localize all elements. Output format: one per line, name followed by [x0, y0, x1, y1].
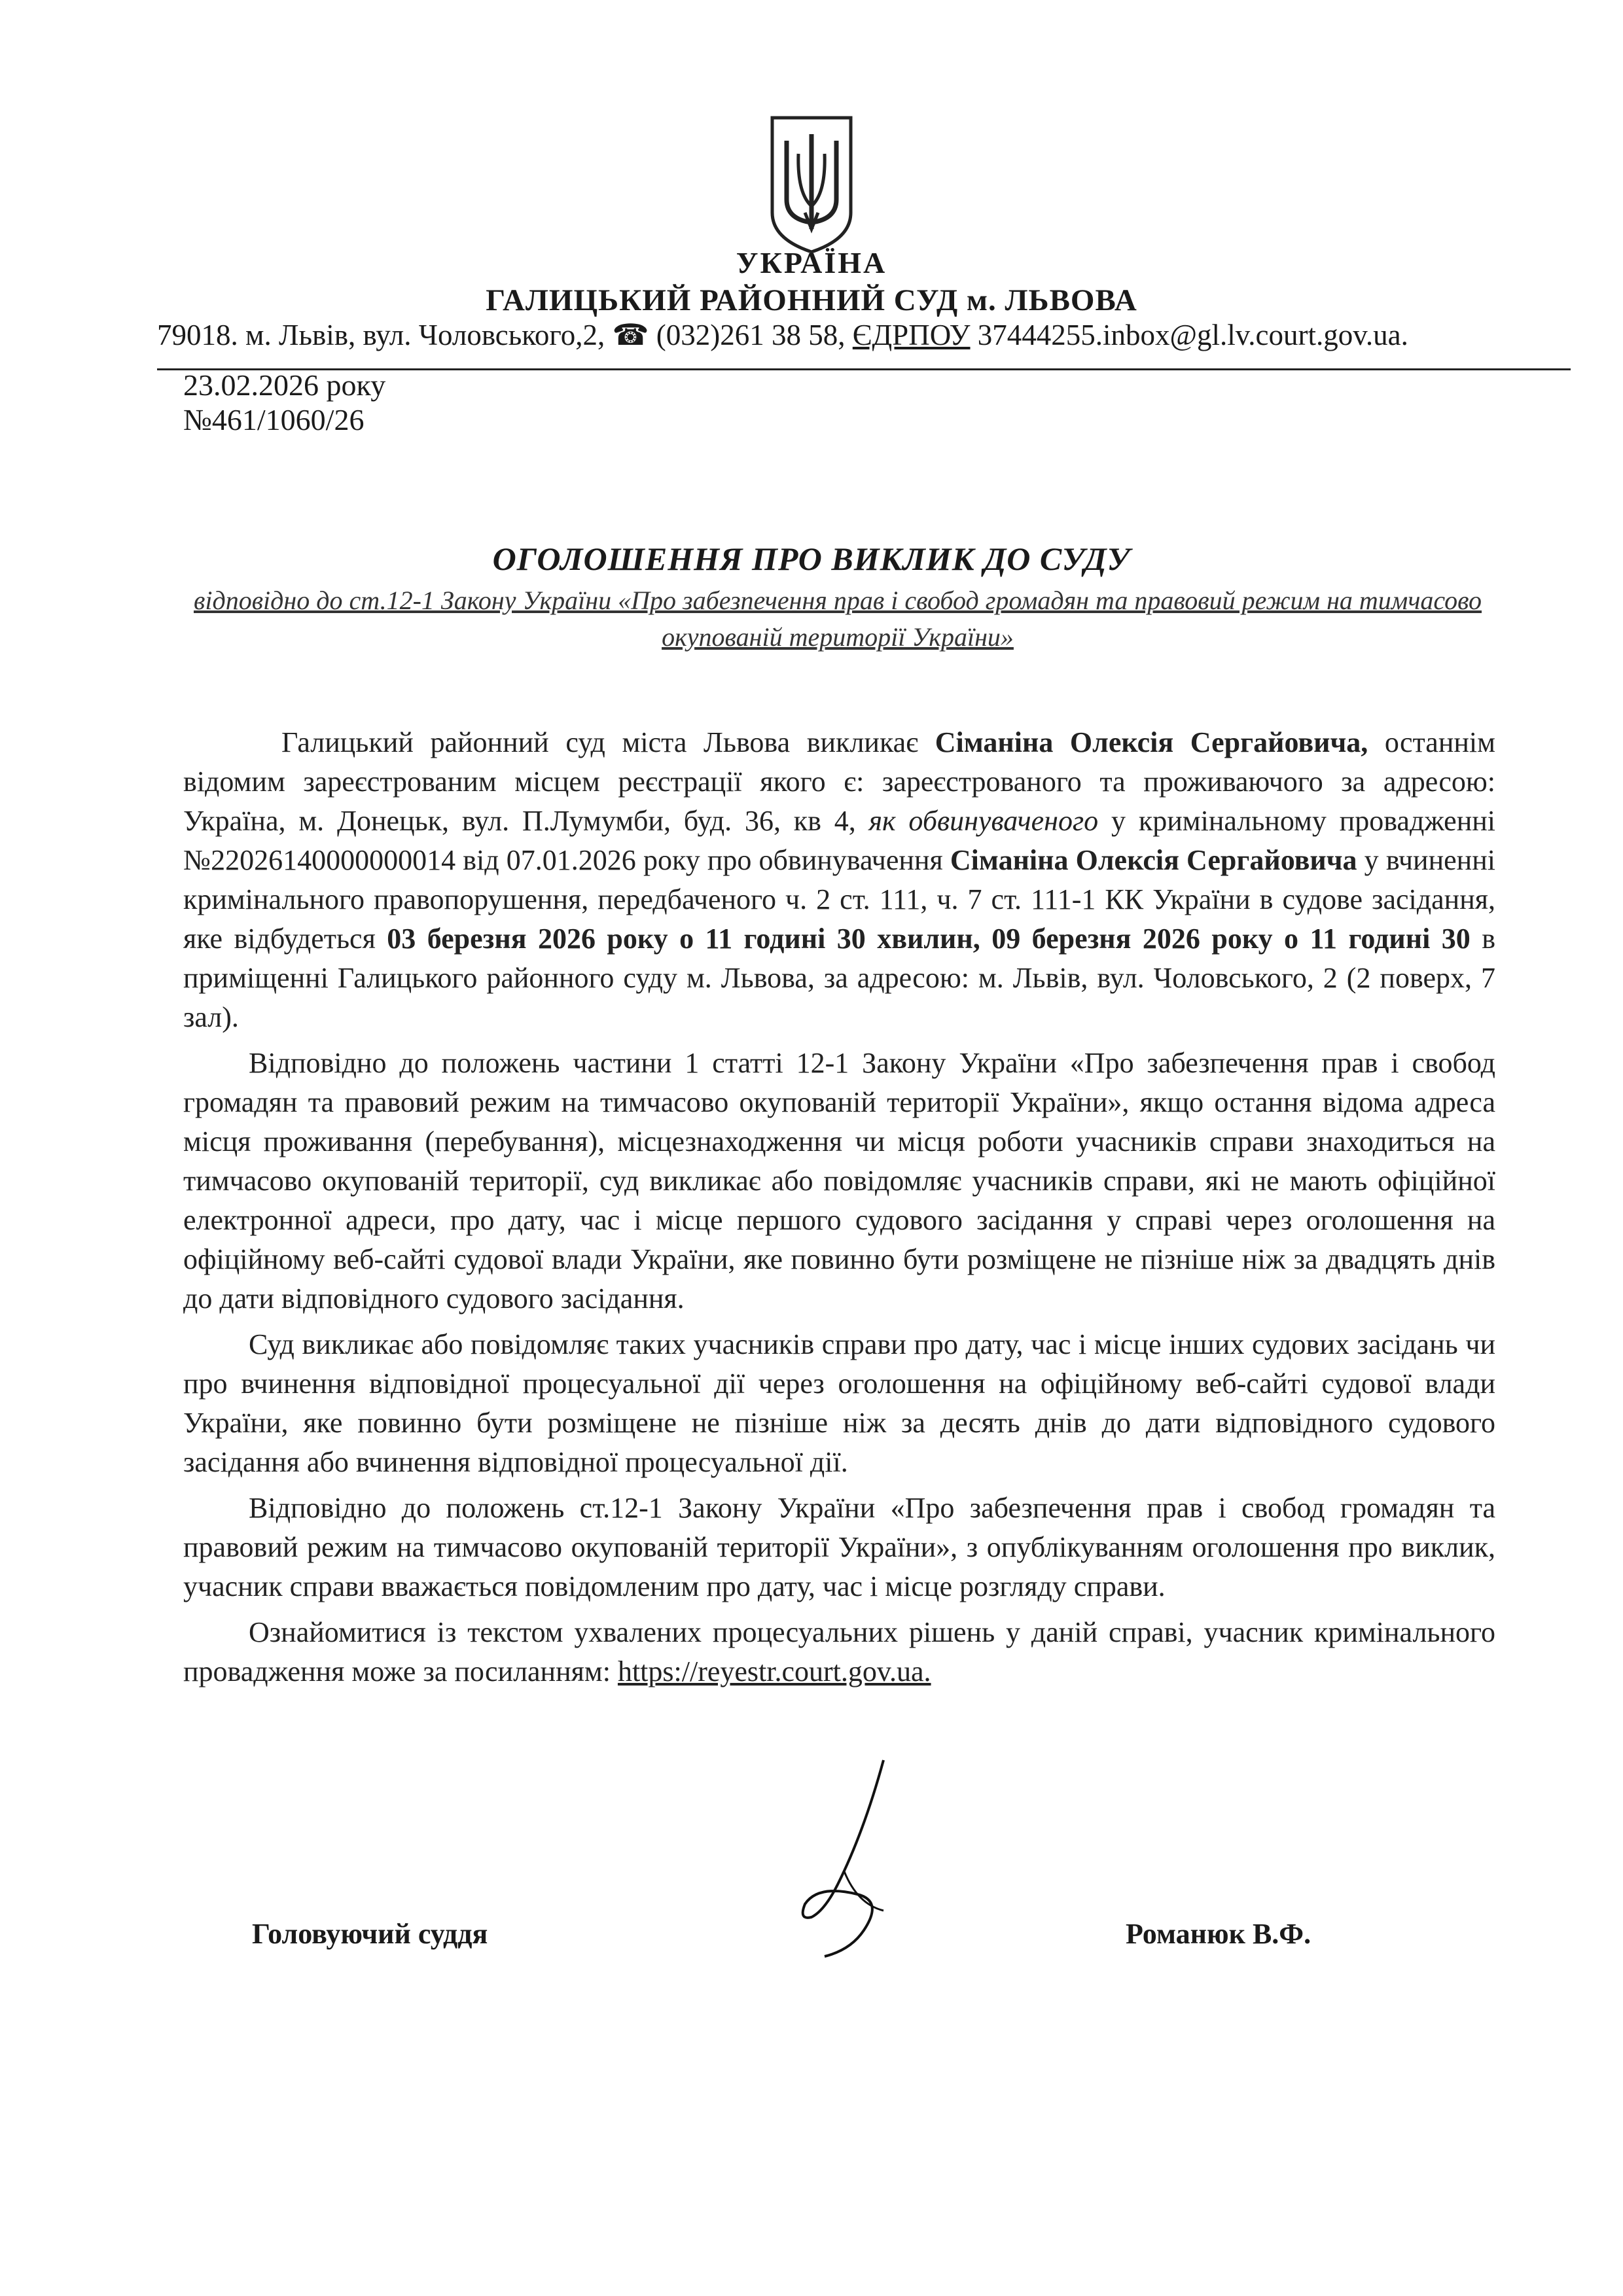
country-heading: УКРАЇНА — [736, 246, 887, 279]
paragraph-summons: Галицький районний суд міста Львова викликає Сіманіна Олексія Сергайовича, останнім відомим зареєстрованим місцем реєстрації якого є: зареєстрованого та проживаючого за адресою: Україна, м. Донецьк, вул. П.Лумумби, буд. 36, кв 4, як обвинуваченого у кримінальному провадженні №22026140000000014 від 07.01.2026 року про обвинувачення Сіманіна Олексія Сергайовича у вчиненні кримінального правопорушення, передбаченого ч. 2 ст. 111, ч. 7 ст. 111-1 КК України в судове засідання, яке відбудеться 03 березня 2026 року о 11 годині 30 хвилин, 09 березня 2026 року о 11 годині 30 в приміщенні Галицького районного суду м. Львова, за адресою: м. Львів, вул. Чоловського, 2 (2 поверх, 7 зал). — [183, 726, 1496, 1033]
paragraph-law-first: Відповідно до положень частини 1 статті 12-1 Закону України «Про забезпечення прав і свобод громадян та правовий режим на тимчасово окупованій території України», якщо остання відома адреса місця проживання (перебування), місцезнаходження чи місця роботи учасників справи знаходиться на тимчасово окупованій території, суд викликає або повідомляє учасників справи, які не мають офіційної електронної адреси, про дату, час і місце першого судового засідання у справі через оголошення на офіційному веб-сайті судової влади України, яке повинно бути розміщене не пізніше ніж за двадцять днів до дати відповідного судового засідання. — [183, 1047, 1495, 1315]
judge-title: Головуючий суддя — [252, 1918, 488, 1950]
notice-subtitle: відповідно до ст.12-1 Закону України «Про забезпечення прав і свобод громадян та правовий режим на тимчасово окупованій території України» — [193, 586, 1482, 652]
notice-body — [183, 723, 1495, 1698]
court-phone: (032)261 38 58, — [656, 319, 846, 351]
court-heading: ГАЛИЦЬКИЙ РАЙОННИЙ СУД м. ЛЬВОВА — [486, 283, 1137, 317]
phone-icon: ☎ — [612, 319, 649, 351]
coat-of-arms-icon — [766, 115, 857, 255]
court-contacts — [157, 317, 1551, 352]
court-email: 37444255.inbox@gl.lv.court.gov.ua. — [977, 319, 1408, 351]
notice-title: ОГОЛОШЕННЯ ПРО ВИКЛИК ДО СУДУ — [492, 540, 1131, 577]
registry-link[interactable]: https://reyestr.court.gov.ua. — [617, 1655, 931, 1687]
paragraph-law-other: Суд викликає або повідомляє таких учасників справи про дату, час і місце інших судових засідань чи про вчинення відповідної процесуальної дії через оголошення на офіційному веб-сайті судової влади України, яке повинно бути розміщене не пізніше ніж за десять днів до дати відповідного судового засідання або вчинення відповідної процесуальної дії. — [183, 1328, 1495, 1478]
document-date: 23.02.2026 року — [183, 368, 386, 402]
handwritten-signature — [785, 1754, 929, 1963]
judge-name: Романюк В.Ф. — [1126, 1918, 1311, 1950]
edrpou-label: ЄДРПОУ — [852, 319, 971, 351]
document-number: №461/1060/26 — [183, 403, 365, 436]
court-address: 79018. м. Львів, вул. Чоловського,2, — [157, 319, 605, 351]
paragraph-law-notified: Відповідно до положень ст.12-1 Закону України «Про забезпечення прав і свобод громадян та правовий режим на тимчасово окупованій території України», з опублікуванням оголошення про виклик, учасник справи вважається повідомленим про дату, час і місце розгляду справи. — [183, 1492, 1495, 1602]
paragraph-registry: Ознайомитися із текстом ухвалених процесуальних рішень у даній справі, учасник кримінального провадження може за посиланням: https://reyestr.court.gov.ua. — [183, 1616, 1495, 1687]
